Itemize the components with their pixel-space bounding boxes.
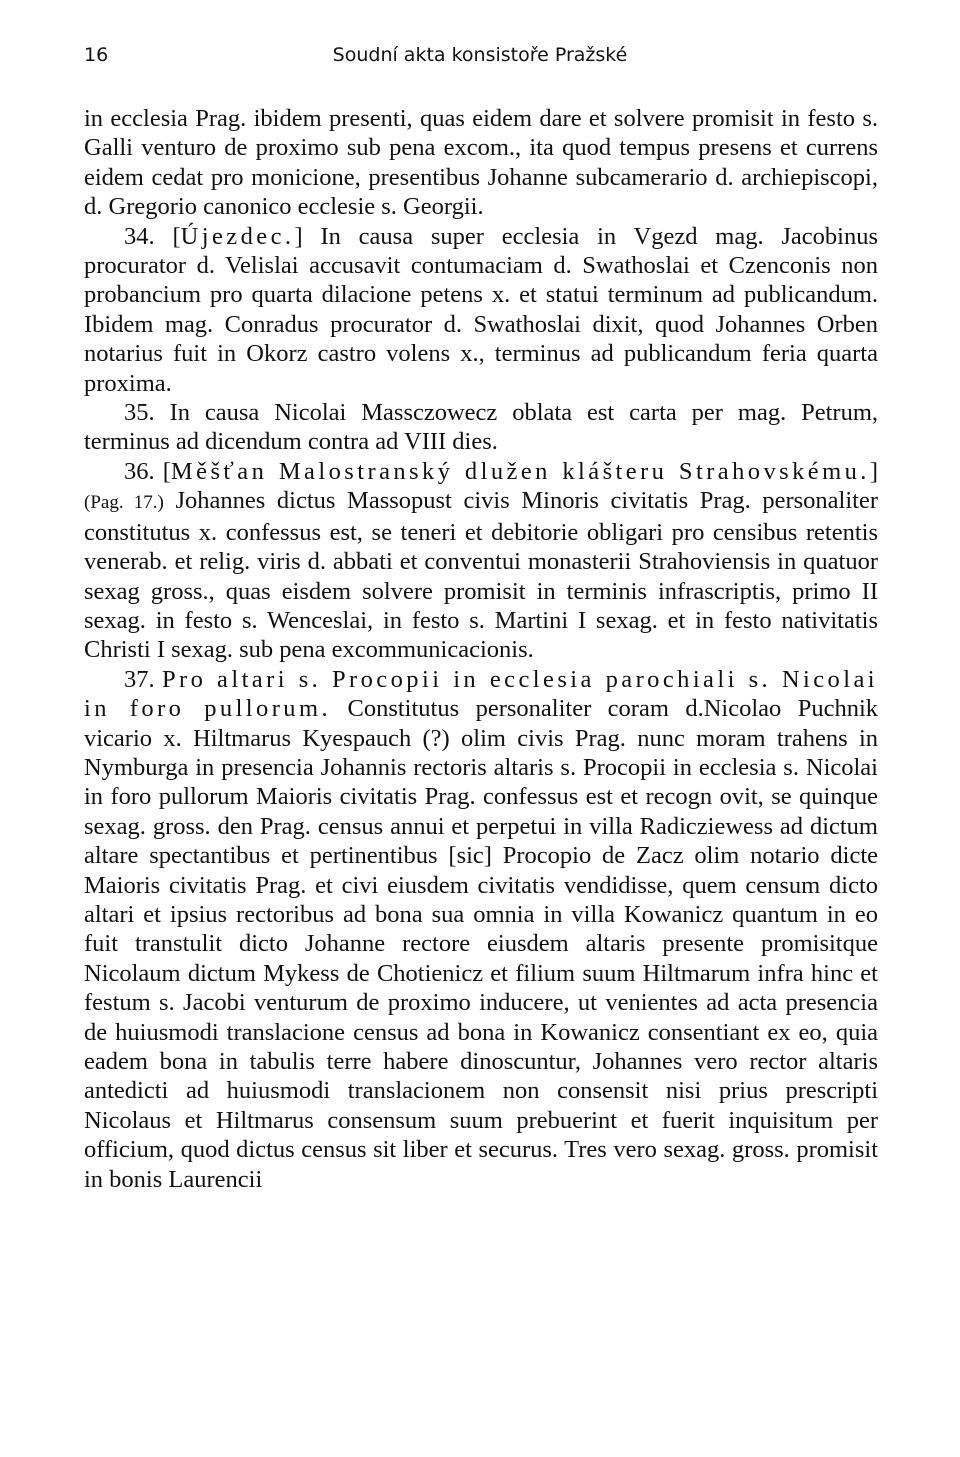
bracket-close: ] [869, 457, 878, 485]
entry-number: 36. [124, 457, 155, 485]
paragraph-text: in ecclesia Prag. ibidem presenti, quas eidem dare et solvere promisit in festo s. Galli venturo de proximo sub pena excom., ita quod tempus presens et currens eidem cedat pro monicione, presentibus Johanne subcamerario d. archiepiscopi, d. Gregorio canonico ecclesie s. Georgii. [84, 105, 878, 221]
entry-37 [84, 665, 878, 1194]
bracket-open: [ [162, 457, 171, 485]
entry-heading: Měšťan Malostranský dlužen klášteru Strahovskému. [170, 457, 870, 485]
entry-number: 34. [124, 222, 155, 250]
entry-36 [84, 457, 878, 665]
page-number: 16 [84, 44, 109, 66]
entry-text: Johannes dictus Massopust civis Minoris civitatis Prag. personaliter constitutus x. confessus est, se teneri et debitorie obligari pro censibus retentis venerab. et relig. viris d. abbati et conventui monasterii Strahoviensis in quatuor sexag gross., quas eisdem solvere promisit in terminis infrascriptis, primo II sexag. in festo s. Wenceslai, in festo s. Martini I sexag. et in festo nativitatis Christi I sexag. sub pena excommunicacionis. [84, 487, 878, 664]
bracket-close: ] [294, 222, 303, 250]
entry-number: 35. [124, 399, 155, 427]
page-reference: (Pag. 17.) [84, 492, 164, 514]
entry-text: In causa Nicolai Massczowecz oblata est carta per mag. Petrum, terminus ad dicendum contra ad VIII dies. [84, 399, 879, 456]
bracket-open: [ [172, 222, 181, 250]
entry-35 [84, 398, 878, 457]
entry-text: In causa super ecclesia in Vgezd mag. Jacobinus procurator d. Velislai accusavit contumaciam d. Swathoslai et Czenconis non probancium pro quarta dilacione petens x. et statui terminum ad publicandum. Ibidem mag. Conradus procurator d. Swathoslai dixit, quod Johannes Orben notarius fuit in Okorz castro volens x., terminus ad publicandum feria quarta proxima. [84, 222, 879, 397]
entry-number: 37. [124, 665, 155, 693]
entry-heading: Pro altari s. Procopii in ecclesia parochiali s. Nicolai in foro pullorum. [84, 665, 878, 723]
document-body [84, 104, 878, 1194]
entry-34 [84, 222, 878, 398]
entry-heading: Újezdec. [180, 222, 295, 250]
entry-text: Constitutus personaliter coram d.Nicolao Puchnik vicario x. Hiltmarus Kyespauch (?) olim civis Prag. nunc moram trahens in Nymburga in presencia Johannis rectoris altaris s. Procopii in ecclesia s. Nicolai in foro pullorum Maioris civitatis Prag. confessus est et recogn ovit, se quinque sexag. gross. den Prag. census annui et perpetui in villa Radicziewess ad dictum altare spectantibus et pertinentibus [sic] Procopio de Zacz olim notario dicte Maioris civitatis Prag. et civi eiusdem civitatis vendidisse, quem censum dicto altari et ipsius rectoribus ad bona sua omnia in villa Kowanicz quantum in eo fuit transtulit dicto Johanne rectore eiusdem altaris presente promisitque Nicolaum dictum Mykess de Chotienicz et filium suum Hiltmarum infra hinc et festum s. Jacobi venturum de proximo inducere, ut venientes ad acta presencia de huiusmodi translacione census ad bona in Kowanicz consentiant ex eo, quia eadem bona in tabulis terre habere dinoscuntur, Johannes vero rector altaris antedicti ad huiusmodi translacionem non consensit nisi prius prescripti Nicolaus et Hiltmarus consensum suum prebuerint et fuerit inquisitum per officium, quod dictus census sit liber et securus. Tres vero sexag. gross. promisit in bonis Laurencii [84, 695, 879, 1193]
page-header [84, 44, 876, 74]
paragraph-continuation [84, 104, 878, 222]
running-title: Soudní akta konsistoře Pražské [332, 44, 628, 66]
